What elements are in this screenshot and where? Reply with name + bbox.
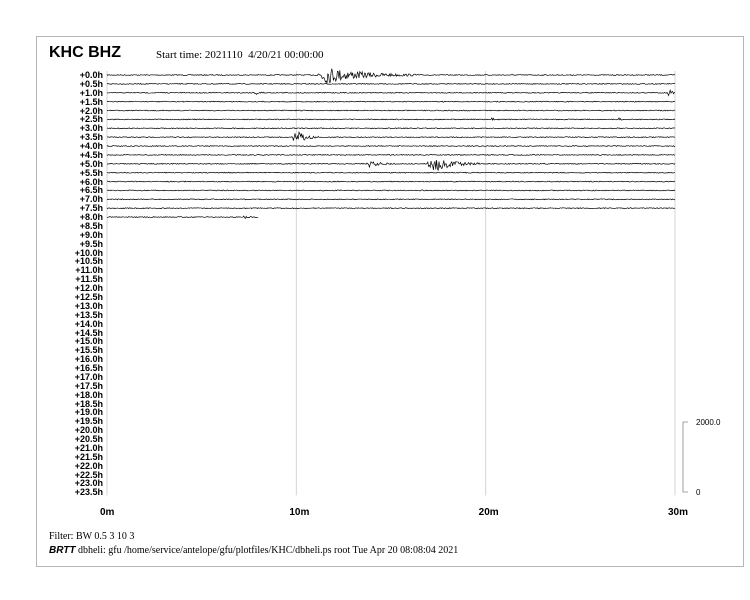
trace-row-0: [107, 69, 675, 84]
trace-row-8: [107, 146, 675, 147]
row-label: +7.5h: [79, 203, 103, 214]
trace-row-5: [107, 118, 675, 120]
row-label: +18.0h: [74, 389, 103, 400]
row-label: +3.0h: [79, 123, 103, 134]
trace-row-3: [107, 101, 675, 102]
x-tick-label: 20m: [478, 507, 499, 518]
row-label: +23.5h: [74, 487, 103, 498]
trace-row-10: [107, 160, 675, 170]
row-label: +1.5h: [79, 96, 103, 107]
brtt-label: BRTT: [49, 545, 76, 556]
row-label: +18.5h: [74, 398, 103, 409]
row-label: +8.5h: [79, 220, 103, 231]
trace-row-7: [107, 132, 675, 140]
filter-info: Filter: BW 0.5 3 10 3: [49, 531, 135, 542]
row-label: +16.0h: [74, 354, 103, 365]
row-label: +21.0h: [74, 442, 103, 453]
row-label: +5.0h: [79, 158, 103, 169]
trace-row-6: [107, 128, 675, 129]
trace-row-1: [107, 83, 675, 84]
row-label: +3.5h: [79, 132, 103, 143]
row-label: +20.5h: [74, 434, 103, 445]
scale-top-label: 2000.0: [696, 418, 721, 427]
row-label: +6.5h: [79, 185, 103, 196]
trace-row-11: [107, 172, 675, 173]
row-label: +15.0h: [74, 336, 103, 347]
row-label: +13.5h: [74, 309, 103, 320]
footer-info: [49, 545, 458, 556]
row-label: +1.0h: [79, 87, 103, 98]
trace-row-4: [107, 110, 675, 111]
row-label: +4.0h: [79, 141, 103, 152]
row-label: +17.0h: [74, 371, 103, 382]
row-label: +9.0h: [79, 229, 103, 240]
x-tick-label: 10m: [289, 507, 310, 518]
row-label: +10.0h: [74, 247, 103, 258]
x-tick-label: 30m: [668, 507, 689, 518]
row-label: +15.5h: [74, 345, 103, 356]
start-time-label: Start time: 2021110 4/20/21 00:00:00: [156, 49, 324, 61]
row-label: +12.5h: [74, 292, 103, 302]
trace-row-2: [107, 90, 675, 95]
scale-bottom-label: 0: [696, 488, 701, 497]
trace-row-12: [107, 181, 675, 182]
row-label: +14.5h: [74, 327, 103, 338]
trace-row-14: [107, 199, 675, 200]
row-label: +20.0h: [74, 425, 103, 436]
row-label: +7.0h: [79, 194, 103, 205]
row-label: +12.0h: [74, 283, 103, 294]
x-tick-label: 0m: [100, 507, 115, 518]
row-label: +13.0h: [74, 300, 103, 311]
row-label: +6.0h: [79, 176, 103, 187]
row-label: +16.5h: [74, 363, 103, 374]
row-label: +10.5h: [74, 256, 103, 267]
trace-row-16: [107, 216, 258, 218]
row-label: +17.5h: [74, 380, 103, 391]
row-label: +8.0h: [79, 212, 103, 223]
station-title: KHC BHZ: [49, 44, 121, 61]
trace-row-9: [107, 154, 675, 155]
row-label: +22.5h: [74, 469, 103, 480]
footer-text: dbheli: gfu /home/service/antelope/gfu/plotfiles/KHC/dbheli.ps root Tue Apr 20 08:08:04 2021: [75, 545, 459, 556]
row-label: +5.5h: [79, 167, 103, 178]
row-label: +2.0h: [79, 105, 103, 116]
row-label: +11.5h: [75, 274, 103, 285]
row-label: +2.5h: [79, 114, 103, 125]
trace-row-15: [107, 208, 675, 209]
amplitude-scale-bar: [683, 422, 688, 492]
row-label: +21.5h: [74, 451, 103, 462]
row-label: +9.5h: [79, 238, 103, 249]
row-label: +4.5h: [79, 149, 103, 160]
row-label: +23.0h: [74, 478, 103, 489]
trace-row-13: [107, 190, 675, 191]
row-label: +11.0h: [75, 265, 103, 276]
row-label: +0.5h: [79, 78, 103, 89]
row-label: +19.0h: [74, 407, 103, 418]
row-label: +19.5h: [74, 416, 103, 427]
row-label: +14.0h: [74, 318, 103, 329]
row-label: +22.0h: [74, 460, 103, 471]
row-label: +0.0h: [79, 70, 103, 80]
